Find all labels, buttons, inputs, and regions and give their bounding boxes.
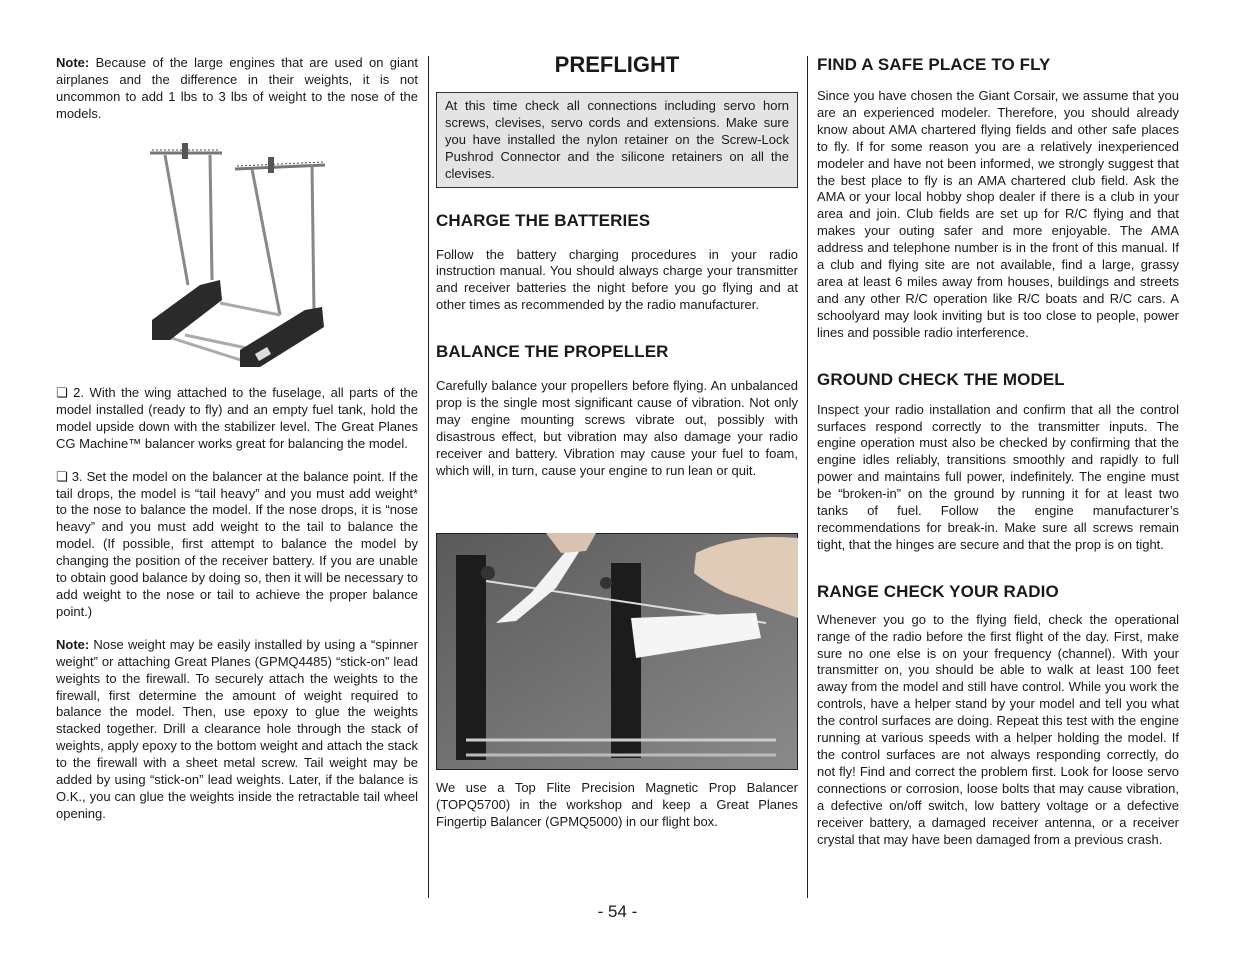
- charge-batteries-heading: CHARGE THE BATTERIES: [436, 210, 651, 230]
- column-divider-right: [807, 56, 808, 898]
- range-check-text: Whenever you go to the flying field, check the operational range of the radio before the first flight of the day. First, make sure no one else is on your frequency (channel). With your transmitter on, you should be able to walk at least 100 feet away from the model and still have control. While you work the controls, have a helper stand by your model and tell you what the control surfaces are doing. Repeat this test with the engine running at various speeds with a helper holding the model. If the control surfaces are not always responding correctly, do not fly! Find and correct the problem first. Look for loose servo connections or corrosion, loose bolts that may cause vibration, a defective on/off switch, low battery voltage or a defective receiver battery, a damaged receiver antenna, or a receiver crystal that may have been damaged from a previous crash.: [817, 611, 1179, 847]
- preflight-note-box: At this time check all connections including servo horn screws, clevises, servo cords and extensions. Make sure you have installed the nylon retainer on the Screw-Lock Pushrod Connector and the silicone retainers on all the clevises.: [436, 92, 798, 188]
- left-clamp: [182, 143, 188, 159]
- note-text: Because of the large engines that are used on giant airplanes and the difference in their weights, it is not uncommon to add 1 lbs to 3 lbs of weight to the nose of the models.: [56, 55, 418, 121]
- note-label: Note:: [56, 636, 90, 652]
- ground-check-text: Inspect your radio installation and confirm that all the control surfaces respond correctly to the transmitter inputs. The engine operation must also be checked by confirming that the engine idles reliably, transitions smoothly and rapidly to full power and maintains full power, indefinitely. The engine must be “broken-in” on the ground by running it for at least two tanks of fuel. Follow the engine manufacturer’s recommendations for break-in. Make sure all screws remain tight, that the hinges are secure and that the prop is on tight.: [817, 401, 1179, 552]
- balance-propeller-heading: BALANCE THE PROPELLER: [436, 342, 669, 362]
- right-tower: [611, 563, 641, 758]
- step-3-paragraph: ❏ 3. Set the model on the balancer at the balance point. If the tail drops, the model is “tail heavy” and you must add weight* to the nose to balance the model. If the nose drops, it is “nose heavy” and you must add weight to the tail to balance the model. (If possible, first attempt to balance the model by changing the position of the receiver battery. If you are unable to obtain good balance by doing so, then it will be necessary to add weight to the nose or tail to achieve the proper balance point.): [56, 468, 418, 619]
- page-title: PREFLIGHT: [554, 52, 680, 77]
- cg-machine-balancer-photo: [140, 135, 340, 375]
- photo-caption-block: [436, 780, 798, 831]
- left-column-lower: [56, 385, 418, 823]
- balance-propeller-text: Carefully balance your propellers before flying. An unbalanced prop is the single most significant cause of vibration. Not only may engine mounting screws vibrate out, possibly with disastrous effect, but vibration may also damage your radio receiver and battery. Vibration may cause your fuel to foam, which will, in turn, cause your engine to run lean or quit.: [436, 378, 798, 478]
- charge-batteries-text: Follow the battery charging procedures in your radio instruction manual. You should always charge your transmitter and receiver batteries the night before you go flying and at other times as recommended by the radio manufacturer.: [436, 246, 798, 313]
- note-text: Nose weight may be easily installed by using a “spinner weight” or attaching Great Planes (GPMQ4485) “stick-on” lead weights to the firewall. To securely attach the weights to the firewall, first determine the amount of weight required to balance the model. Then, use epoxy to glue the weights stacked together. Drill a clearance hole through the stack of weights, apply epoxy to the bottom weight and attach the stack to the firewall with a sheet metal screw. Tail weight may be added by using “stick-on” lead weights. Later, if the balance is O.K., you can glue the weights inside the retractable tail wheel opening.: [56, 636, 418, 821]
- note-nose-weight-paragraph: [56, 637, 418, 823]
- left-tower: [456, 555, 486, 760]
- note-label: Note:: [56, 55, 90, 70]
- photo-caption: We use a Top Flite Precision Magnetic Prop Balancer (TOPQ5700) in the workshop and keep a Great Planes Fingertip Balancer (GPMQ5000) in our flight box.: [436, 780, 798, 829]
- safe-place-text: Since you have chosen the Giant Corsair, we assume that you are an experienced modeler. Therefore, you should already know about AMA chartered flying fields and other safe places to fly. If for some reason you are a relatively inexperienced modeler and have not been informed, we strongly suggest that the best place to fly is an AMA chartered club field. Ask the AMA or your local hobby shop dealer if there is a club in your area and join. Club fields are set up for R/C flying and that makes your outing safer and more enjoyable. The AMA address and telephone number is in the front of this manual. If a club and flying site are not available, find a large, grassy area at least 6 miles away from houses, buildings and streets and any other R/C operation like R/C boats and R/C cars. A schoolyard may look inviting but is too close to people, power lines and possible radio interference.: [817, 88, 1179, 340]
- range-check-heading: RANGE CHECK YOUR RADIO: [817, 581, 1059, 601]
- right-column: [817, 55, 1179, 848]
- step-2-paragraph: ❏ 2. With the wing attached to the fuselage, all parts of the model installed (ready to fly) and an empty fuel tank, hold the model upside down with the stabilizer level. The Great Planes CG Machine™ balancer works great for balancing the model.: [56, 385, 418, 451]
- prop-balancer-photo: [436, 533, 798, 770]
- column-divider-left: [428, 56, 429, 898]
- page-number: - 54 -: [597, 902, 638, 921]
- middle-column: [436, 52, 798, 480]
- left-column: [56, 55, 418, 123]
- note-weight-paragraph: [56, 55, 418, 123]
- ground-check-heading: GROUND CHECK THE MODEL: [817, 369, 1065, 389]
- safe-place-heading: FIND A SAFE PLACE TO FLY: [817, 55, 1051, 74]
- right-clamp: [268, 157, 274, 173]
